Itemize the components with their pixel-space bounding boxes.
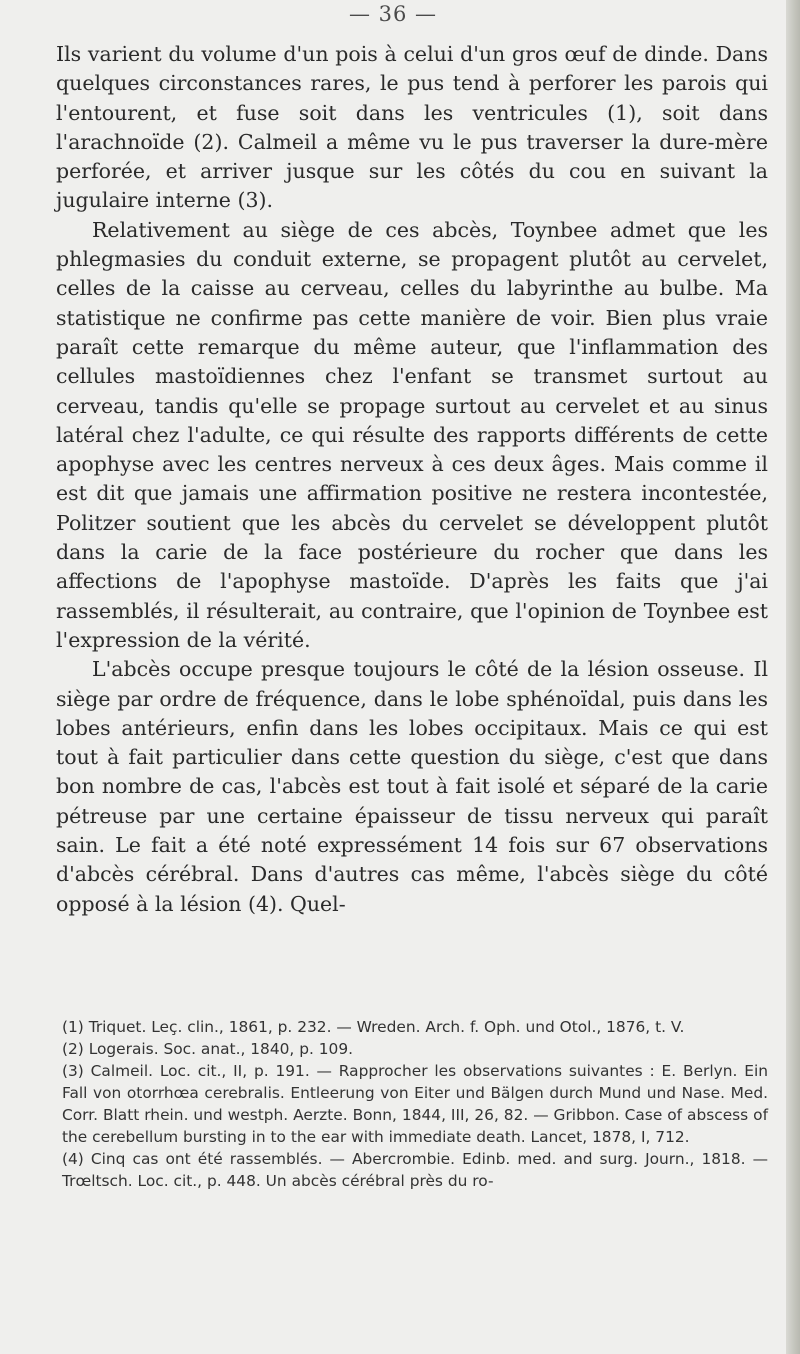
body-text	[56, 40, 768, 919]
page-number: — 36 —	[348, 2, 438, 26]
footnote-1: (1) Triquet. Leç. clin., 1861, p. 232. — Wreden. Arch. f. Oph. und Otol., 1876, t. V.	[62, 1018, 685, 1036]
page-edge	[786, 0, 800, 1354]
paragraph-2: Relativement au siège de ces abcès, Toynbee admet que les phlegmasies du conduit externe, se propagent plutôt au cervelet, celles de la caisse au cerveau, celles du labyrinthe au bulbe. Ma statistique ne confirme pas cette manière de voir. Bien plus vraie paraît cette remarque du même auteur, que l'inflammation des cellules mastoïdiennes chez l'enfant se transmet surtout au cerveau, tandis qu'elle se propage surtout au cervelet et au sinus latéral chez l'adulte, ce qui résulte des rapports différents de cette apophyse avec les centres nerveux à ces deux âges. Mais comme il est dit que jamais une affirmation positive ne restera incontestée, Politzer soutient que les abcès du cervelet se développent plutôt dans la carie de la face postérieure du rocher que dans les affections de l'apophyse mastoïde. D'après les faits que j'ai rassemblés, il résulterait, au contraire, que l'opinion de Toynbee est l'expression de la vérité.	[56, 217, 768, 652]
footnote-2: (2) Logerais. Soc. anat., 1840, p. 109.	[62, 1040, 354, 1058]
footnotes	[62, 1016, 768, 1192]
paragraph-3: L'abcès occupe presque toujours le côté de la lésion osseuse. Il siège par ordre de fréquence, dans le lobe sphénoïdal, puis dans les lobes antérieurs, enfin dans les lobes occipitaux. Mais ce qui est tout à fait particulier dans cette question du siège, c'est que dans bon nombre de cas, l'abcès est tout à fait isolé et séparé de la carie pétreuse par une certaine épaisseur de tissu nerveux qui paraît sain. Le fait a été noté expressément 14 fois sur 67 observations d'abcès cérébral. Dans d'autres cas même, l'abcès siège du côté opposé à la lésion (4). Quel-	[56, 657, 768, 916]
paragraph-1: Ils varient du volume d'un pois à celui d'un gros œuf de dinde. Dans quelques circonstances rares, le pus tend à perforer les parois qui l'entourent, et fuse soit dans les ventricules (1), soit dans l'arachnoïde (2). Calmeil a même vu le pus traverser la dure-mère perforée, et arriver jusque sur les côtés du cou en suivant la jugulaire interne (3).	[56, 42, 768, 213]
footnote-4: (4) Cinq cas ont été rassemblés. — Abercrombie. Edinb. med. and surg. Journ., 1818. — Trœltsch. Loc. cit., p. 448. Un abcès cérébral près du ro-	[62, 1150, 768, 1190]
footnote-3: (3) Calmeil. Loc. cit., II, p. 191. — Rapprocher les observations suivantes : E. Berlyn. Ein Fall von otorrhœa cerebralis. Entleerung von Eiter und Bälgen durch Mund und Nase. Med. Corr. Blatt rhein. und westph. Aerzte. Bonn, 1844, III, 26, 82. — Gribbon. Case of abscess of the cerebellum bursting in to the ear with immediate death. Lancet, 1878, I, 712.	[62, 1062, 768, 1146]
